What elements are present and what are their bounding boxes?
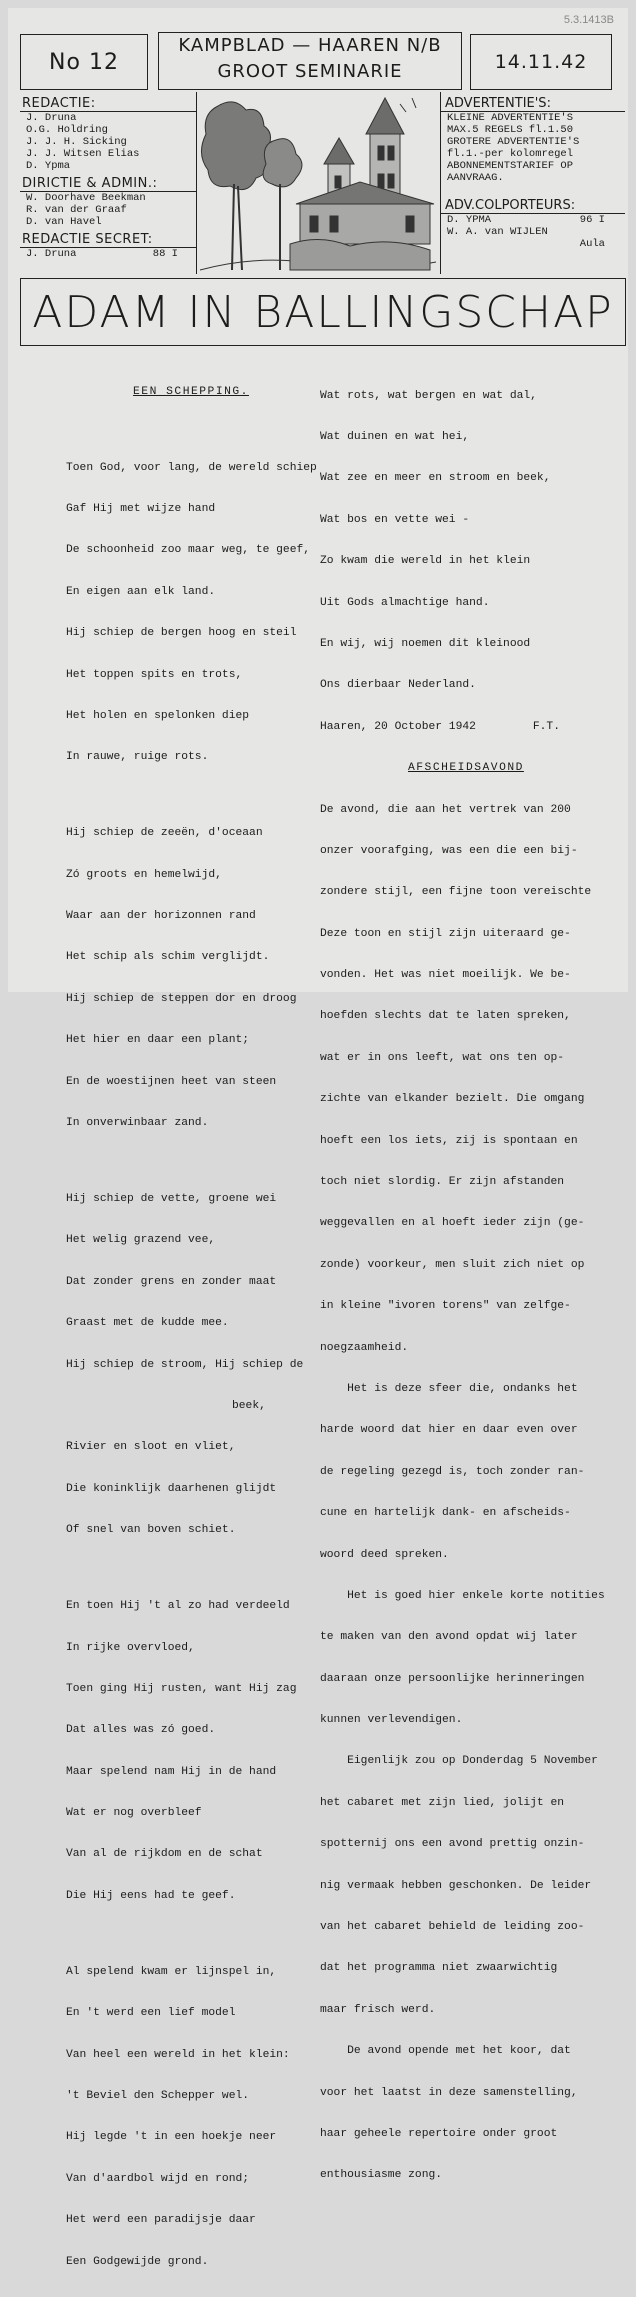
masthead-line-1: KAMPBLAD — HAAREN N/B xyxy=(178,35,442,56)
poem-line: En toen Hij 't al zo had verdeeld xyxy=(66,1600,290,1613)
poem-line: Van d'aardbol wijd en rond; xyxy=(66,2172,250,2185)
article-line: voor het laatst in deze samenstelling, xyxy=(320,2086,578,2099)
poem-line: Zo kwam die wereld in het klein xyxy=(320,555,531,568)
poem-line: 't Beviel den Schepper wel. xyxy=(66,2090,250,2103)
poem-line: Het holen en spelonken diep xyxy=(66,709,250,722)
poem-line: Het toppen spits en trots, xyxy=(66,668,243,681)
poem-line: Wat er nog overbleef xyxy=(66,1807,202,1820)
masthead xyxy=(158,32,462,90)
poem-line: Zó groots en hemelwijd, xyxy=(66,868,222,881)
archive-number: 5.3.1413B xyxy=(563,14,614,26)
poem-line: Of snel van boven schiet. xyxy=(66,1524,236,1537)
colporteur-room: 96 I xyxy=(579,214,605,226)
article-line: haar geheele repertoire onder groot xyxy=(320,2128,558,2140)
article-line: woord deed spreken. xyxy=(320,1548,449,1561)
article-line: cune en hartelijk dank- en afscheids- xyxy=(320,1507,571,1520)
poem-line: Wat duinen en wat hei, xyxy=(320,430,470,443)
poem-line: En 't werd een lief model xyxy=(66,2007,236,2020)
article-line: onzer voorafging, was een die een bij- xyxy=(320,844,578,857)
article-line: vonden. Het was niet moeilijk. We be- xyxy=(320,969,571,982)
directie-name: D. van Havel xyxy=(26,216,102,228)
poem-line: Dat alles was zó goed. xyxy=(66,1724,216,1737)
redactie-name: J. J. H. Sicking xyxy=(26,136,127,148)
article-line: zonde) voorkeur, men sluit zich niet op xyxy=(320,1258,585,1271)
directie-label: DIRICTIE & ADMIN.: xyxy=(20,176,196,192)
article-line: nig vermaak hebben geschonken. De leider xyxy=(320,1879,592,1892)
article-line: zichte van elkander bezielt. Die omgang xyxy=(320,1093,585,1106)
poem-line: In onverwinbaar zand. xyxy=(66,1117,209,1130)
secret-name: J. Druna xyxy=(26,248,77,260)
poem-line: Toen God, voor lang, de wereld schiep xyxy=(66,461,317,474)
issue-date: 14.11.42 xyxy=(470,34,612,90)
article-line: van het cabaret behield de leiding zoo- xyxy=(320,1921,585,1934)
colporteur-row xyxy=(441,214,625,226)
article-line: in kleine "ivoren torens" van zelfge- xyxy=(320,1300,571,1313)
main-title-box xyxy=(20,278,626,346)
poem-line: Al spelend kwam er lijnspel in, xyxy=(66,1965,277,1978)
poem-line: Het schip als schim verglijdt. xyxy=(66,951,270,964)
poem-line: En wij, wij noemen dit kleinood xyxy=(320,637,531,650)
poem-line: Die koninklijk daarhenen glijdt xyxy=(66,1482,277,1495)
poem-line: Wat zee en meer en stroom en beek, xyxy=(320,472,551,485)
poem-line: Hij schiep de bergen hoog en steil xyxy=(66,627,297,640)
secret-label: REDACTIE SECRET: xyxy=(20,232,196,248)
article-line: het cabaret met zijn lied, jolijt en xyxy=(320,1796,565,1809)
poem-line: In rauwe, ruige rots. xyxy=(66,751,209,764)
ads-line: GROTERE ADVERTENTIE'S xyxy=(447,136,580,148)
poem-line: Rivier en sloot en vliet, xyxy=(66,1441,236,1454)
article-line: weggevallen en al hoeft ieder zijn (ge- xyxy=(320,1217,585,1230)
article-line: harde woord dat hier en daar even over xyxy=(320,1424,578,1437)
article-line: noegzaamheid. xyxy=(320,1341,409,1354)
article-heading: AFSCHEIDSAVOND xyxy=(408,762,524,775)
ads-line: MAX.5 REGELS fl.1.50 xyxy=(447,124,574,136)
poem-line: Het werd een paradijsje daar xyxy=(66,2214,256,2227)
poem-line: Hij schiep de zeeën, d'oceaan xyxy=(66,827,263,840)
article-line: enthousiasme zong. xyxy=(320,2169,443,2182)
poem-overflow-word: beek, xyxy=(232,1399,266,1412)
poem-line: Ons dierbaar Nederland. xyxy=(320,679,476,692)
article-line: Het is goed hier enkele korte notities xyxy=(320,1589,605,1602)
church-illustration xyxy=(200,94,436,274)
redactie-name: J. Druna xyxy=(26,112,77,124)
article-line: De avond opende met het koor, dat xyxy=(320,2045,571,2058)
article-line: Deze toon en stijl zijn uiteraard ge- xyxy=(320,927,571,940)
poem-line: Hij schiep de steppen dor en droog xyxy=(66,992,297,1005)
right-column xyxy=(320,362,620,2211)
article-line: Het is deze sfeer die, ondanks het xyxy=(320,1382,578,1395)
masthead-line-2: GROOT SEMINARIE xyxy=(217,61,403,82)
poem-line: Hij legde 't in een hoekje neer xyxy=(66,2131,277,2144)
ads-line: ABONNEMENTSTARIEF OP xyxy=(447,160,574,172)
secret-row xyxy=(20,248,196,260)
poem-line: Dat zonder grens en zonder maat xyxy=(66,1275,277,1288)
poem-line: Uit Gods almachtige hand. xyxy=(320,596,490,609)
article-line: te maken van den avond opdat wij later xyxy=(320,1631,578,1644)
colporteur-name: W. A. van WIJLEN xyxy=(447,226,548,238)
article-line: daaraan onze persoonlijke herinneringen xyxy=(320,1672,585,1685)
redactie-label: REDACTIE: xyxy=(20,96,196,112)
colporteurs-label: ADV.COLPORTEURS: xyxy=(441,198,625,214)
article-line: maar frisch werd. xyxy=(320,2003,436,2016)
colporteur-row xyxy=(441,226,625,238)
directie-name: W. Doorhave Beekman xyxy=(26,192,146,204)
poem-line: Waar aan der horizonnen rand xyxy=(66,910,256,923)
poem-line: Maar spelend nam Hij in de hand xyxy=(66,1765,277,1778)
article-line: zondere stijl, een fijne toon vereischte xyxy=(320,886,592,899)
ads-line: fl.1.-per kolomregel xyxy=(447,148,574,160)
poem-line: Graast met de kudde mee. xyxy=(66,1317,229,1330)
article-line: dat het programma niet zwaarwichtig xyxy=(320,1962,558,1975)
poem-line: De schoonheid zoo maar weg, te geef, xyxy=(66,544,311,557)
poem-signature xyxy=(320,721,620,735)
redactie-name: D. Ypma xyxy=(26,160,71,172)
poem-line: Gaf Hij met wijze hand xyxy=(66,502,216,515)
article-line: Eigenlijk zou op Donderdag 5 November xyxy=(320,1755,598,1768)
editorial-box xyxy=(20,92,197,274)
ads-line: KLEINE ADVERTENTIE'S xyxy=(447,112,574,124)
secret-room: 88 I xyxy=(152,248,178,260)
colporteur-row xyxy=(441,238,625,250)
poem-place-date: Haaren, 20 October 1942 xyxy=(320,720,476,733)
article-line: kunnen verlevendigen. xyxy=(320,1714,463,1727)
poem-line: En de woestijnen heet van steen xyxy=(66,1075,277,1088)
ads-line: AANVRAAG. xyxy=(447,172,504,184)
article-line: spotternij ons een avond prettig onzin- xyxy=(320,1838,585,1851)
poem-line: Hij schiep de vette, groene wei xyxy=(66,1193,277,1206)
poem-line: Wat bos en vette wei - xyxy=(320,513,470,526)
article-line: De avond, die aan het vertrek van 200 xyxy=(320,803,571,816)
redactie-name: O.G. Holdring xyxy=(26,124,108,136)
poem-line: Een Godgewijde grond. xyxy=(66,2255,209,2268)
poem-line: Die Hij eens had te geef. xyxy=(66,1889,236,1902)
poem-line: Van heel een wereld in het klein: xyxy=(66,2048,290,2061)
advertisement-box xyxy=(440,92,625,274)
newspaper-page xyxy=(8,8,628,2268)
article-line: de regeling gezegd is, toch zonder ran- xyxy=(320,1465,585,1478)
poem-line: Toen ging Hij rusten, want Hij zag xyxy=(66,1682,297,1695)
poem-line: En eigen aan elk land. xyxy=(66,585,216,598)
ads-label: ADVERTENTIE'S: xyxy=(441,96,625,112)
article-line: hoefden slechts dat te laten spreken, xyxy=(320,1010,571,1023)
directie-name: R. van der Graaf xyxy=(26,204,127,216)
poem-line: Het welig grazend vee, xyxy=(66,1234,216,1247)
poem-line: Hij schiep de stroom, Hij schiep de xyxy=(66,1358,304,1371)
poem-column xyxy=(66,358,316,2297)
article-line: toch niet slordig. Er zijn afstanden xyxy=(320,1176,565,1189)
article-line: wat er in ons leeft, wat ons ten op- xyxy=(320,1051,565,1064)
poem-line: In rijke overvloed, xyxy=(66,1641,195,1654)
colporteur-name: D. YPMA xyxy=(447,214,492,226)
redactie-name: J. J. Witsen Elias xyxy=(26,148,140,160)
main-title: ADAM IN BALLINGSCHAP xyxy=(32,286,614,338)
poem-heading: EEN SCHEPPING. xyxy=(133,385,249,398)
poem-line: Wat rots, wat bergen en wat dal, xyxy=(320,389,537,402)
issue-number: No 12 xyxy=(20,34,148,90)
colporteur-room: Aula xyxy=(579,238,605,250)
poem-initials: F.T. xyxy=(532,720,560,733)
poem-line: Van al de rijkdom en de schat xyxy=(66,1848,263,1861)
article-line: hoeft een los iets, zij is spontaan en xyxy=(320,1134,578,1147)
poem-line: Het hier en daar een plant; xyxy=(66,1034,250,1047)
